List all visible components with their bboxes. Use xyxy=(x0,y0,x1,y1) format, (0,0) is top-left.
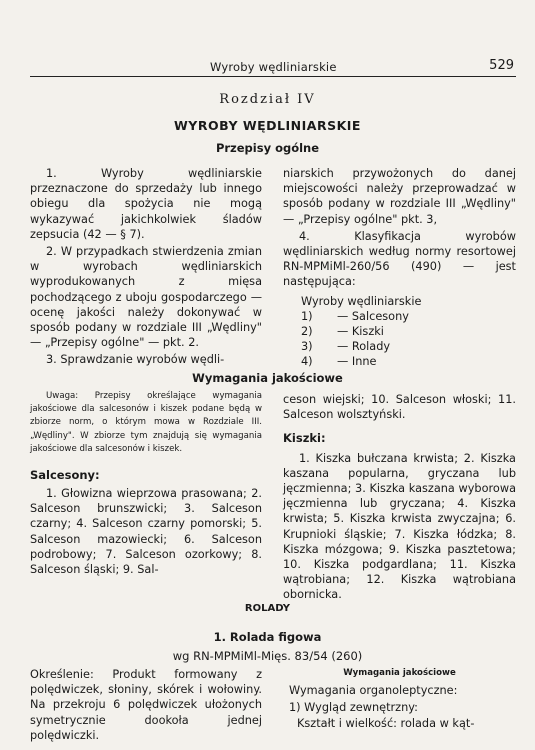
running-title: Wyroby wędliniarskie xyxy=(210,60,337,74)
list-item: 1) — Salcesony xyxy=(301,309,409,323)
classification-list xyxy=(283,309,516,370)
left-column-general xyxy=(30,166,262,368)
salcesony-list-continued: ceson wiejski; 10. Salceson włoski; 11. Salceson wolsztyński. xyxy=(283,393,516,422)
classification-title: Wyroby wędliniarskie xyxy=(301,294,422,308)
subsection-heading-rolada: 1. Rolada figowa xyxy=(213,630,322,644)
salcesony-heading: Salcesony: xyxy=(30,468,100,483)
chapter-title: WYROBY WĘDLINIARSKIE xyxy=(174,118,361,133)
definition-paragraph: Określenie: Produkt formowany z polędwiczek, słoniny, skórek i wołowiny. Na przekroju 6 polędwiczek ułożonych symetrycznie dookoła jednej polędwiczki. xyxy=(30,668,262,742)
kiszki-heading: Kiszki: xyxy=(283,431,326,446)
running-header xyxy=(30,58,516,77)
list-item: 3) — Rolady xyxy=(301,340,391,354)
left-column-quality xyxy=(30,390,262,577)
list-item: 4) — Inne xyxy=(301,355,377,369)
right-column-rolada xyxy=(283,667,516,731)
paragraph-3: 3. Sprawdzanie wyrobów wędli- xyxy=(46,353,225,367)
right-column-general xyxy=(283,166,516,370)
page-number: 529 xyxy=(489,58,514,73)
paragraph-4: 4. Klasyfikacja wyrobów wędliniarskich według normy resortowej RN-MPMiMl-260/56 (490) — jest następująca: xyxy=(283,229,516,289)
salcesony-list: 1. Głowizna wieprzowa prasowana; 2. Salceson brunszwicki; 3. Salceson czarny; 4. Salceson czarny pomorski; 5. Salceson mazowiecki; 6. Salceson podrobowy; 7. Salceson ozorkowy; 8. Salceson śląski; 9. Sal- xyxy=(30,487,262,577)
norm-reference: wg RN-MPMiMl-Mięs. 83/54 (260) xyxy=(172,649,363,663)
section-heading-quality: Wymagania jakościowe xyxy=(192,371,343,385)
shape-size-line: Kształt i wielkość: rolada w kąt- xyxy=(297,716,475,730)
quality-requirements-heading: Wymagania jakościowe xyxy=(343,668,456,678)
paragraph-3-continued: niarskich przywożonych do danej miejscowości należy przeprowadzać w sposób podany w rozdziale III „Wędliny" — „Przepisy ogólne" pkt. 3, xyxy=(283,167,516,226)
section-heading-rolady: ROLADY xyxy=(244,603,291,614)
right-column-quality xyxy=(283,392,516,603)
chapter-label: Rozdział IV xyxy=(219,92,316,107)
left-column-rolada xyxy=(30,667,262,743)
paragraph-2: 2. W przypadkach stwierdzenia zmian w wyrobach wędliniarskich wyprodukowanych z mięsa pochodzącego z uboju gospodarczego — ocenę jakości należy dokonywać w sposób podany w rozdziale III „Wędliny" — „Przepisy ogólne" — pkt. 2. xyxy=(30,245,262,350)
organoleptic-label: Wymagania organoleptyczne: xyxy=(289,684,458,698)
paragraph-1: 1. Wyroby wędliniarskie przeznaczone do sprzedaży lub innego obiegu dla spożycia nie mogą wykazywać jakichkolwiek śladów zepsucia (42 — § 7). xyxy=(30,167,262,241)
section-heading-general: Przepisy ogólne xyxy=(215,141,320,155)
list-item: 2) — Kiszki xyxy=(301,325,384,339)
note-paragraph: Uwaga: Przepisy określające wymagania jakościowe dla salcesonów i kiszek podane będą w zbiorze norm, o którym mowa w Rozdziale III. „Wędliny". W zbiorze tym znajdują się wymagania jakościowe dla salcesonów i kiszek. xyxy=(30,391,262,454)
kiszki-list: 1. Kiszka bułczana krwista; 2. Kiszka kaszana popularna, gryczana lub jęczmienna; 3. Kiszka kaszana wyborowa jęczmienna lub gryczana; 4. Kiszka krwista; 5. Kiszka krwista zwyczajna; 6. Krupnioki śląskie; 7. Kiszka łódzka; 8. Kiszka mózgowa; 9. Kiszka pasztetowa; 10. Kiszka podgardlana; 11. Kiszka wątrobiana; 12. Kiszka wątrobiana obornicka. xyxy=(283,451,516,602)
appearance-label: 1) Wygląd zewnętrzny: xyxy=(289,701,418,715)
